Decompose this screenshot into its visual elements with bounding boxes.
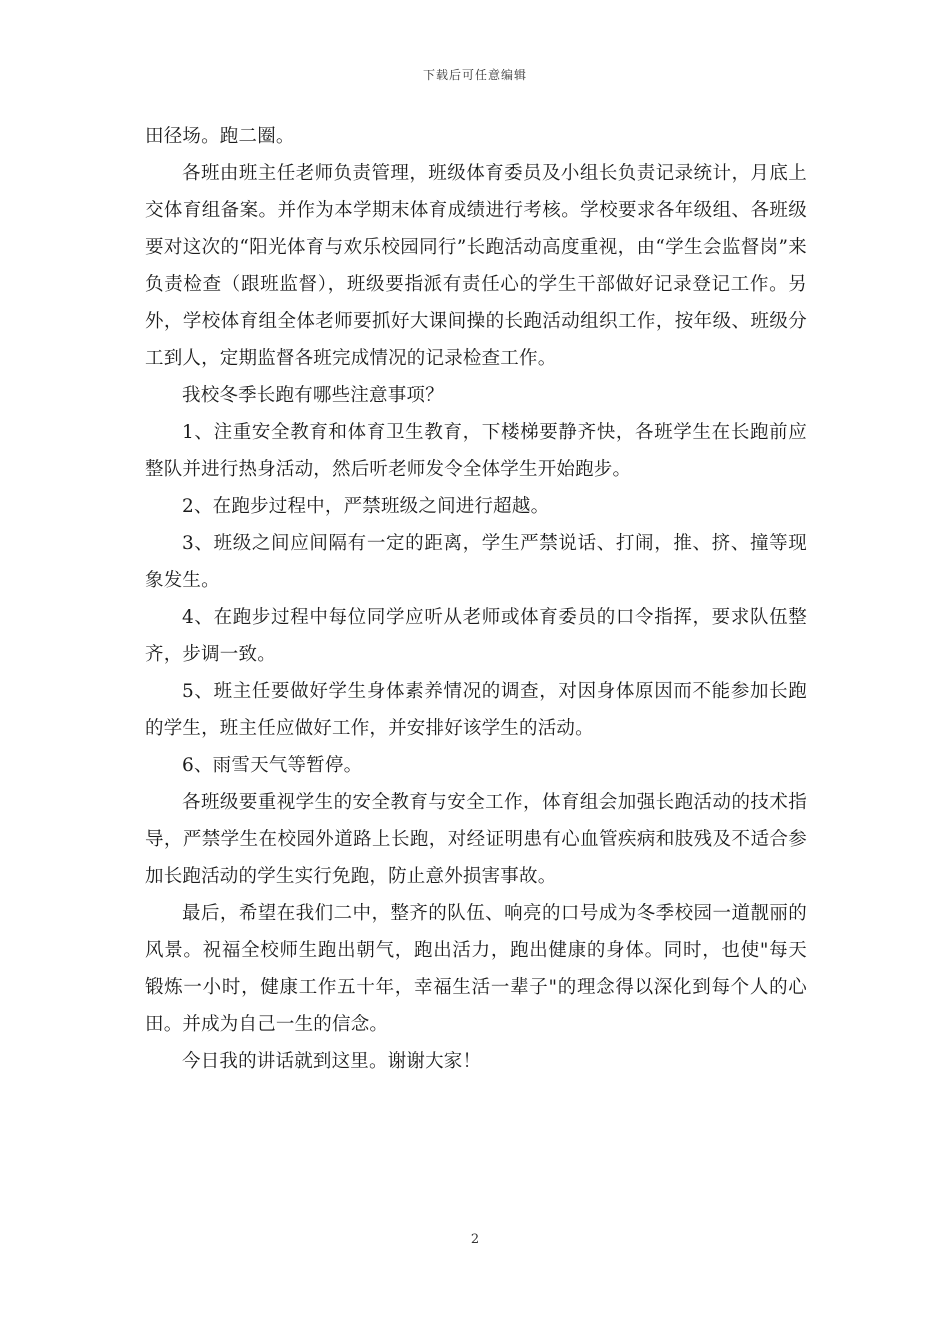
paragraph-continuation: 田径场。跑二圈。 [145, 126, 295, 147]
list-item-3: 3、班级之间应间隔有一定的距离，学生严禁说话、打闹，推、挤、撞等现象发生。 [145, 533, 807, 591]
list-item-6: 6、雨雪天气等暂停。 [182, 755, 363, 776]
paragraph-management: 各班由班主任老师负责管理，班级体育委员及小组长负责记录统计，月底上交体育组备案。并作为本学期末体育成绩进行考核。学校要求各年级组、各班级要对这次的“阳光体育与欢乐校园同行”长跑活动高度重视，由“学生会监督岗”来负责检查（跟班监督），班级要指派有责任心的学生干部做好记录登记工作。另外，学校体育组全体老师要抓好大课间操的长跑活动组织工作，按年级、班级分工到人，定期监督各班完成情况的记录检查工作。 [145, 163, 807, 369]
paragraph-thanks: 今日我的讲话就到这里。谢谢大家！ [182, 1051, 482, 1072]
paragraph-closing: 最后，希望在我们二中，整齐的队伍、响亮的口号成为冬季校园一道靓丽的风景。祝福全校师生跑出朝气，跑出活力，跑出健康的身体。同时，也使"每天锻炼一小时，健康工作五十年，幸福生活一辈子"的理念得以深化到每个人的心田。并成为自己一生的信念。 [145, 903, 807, 1035]
list-item-2: 2、在跑步过程中，严禁班级之间进行超越。 [182, 496, 550, 517]
paragraph-question: 我校冬季长跑有哪些注意事项？ [182, 385, 444, 406]
page-header: 下载后可任意编辑 [422, 68, 527, 82]
paragraph-safety: 各班级要重视学生的安全教育与安全工作，体育组会加强长跑活动的技术指导，严禁学生在校园外道路上长跑，对经证明患有心血管疾病和肢残及不适合参加长跑活动的学生实行免跑，防止意外损害事故。 [145, 792, 807, 887]
document-body [145, 118, 807, 1080]
list-item-1: 1、注重安全教育和体育卫生教育，下楼梯要静齐快，各班学生在长跑前应整队并进行热身活动，然后听老师发令全体学生开始跑步。 [145, 422, 807, 480]
list-item-4: 4、在跑步过程中每位同学应听从老师或体育委员的口令指挥，要求队伍整齐，步调一致。 [145, 607, 807, 665]
list-item-5: 5、班主任要做好学生身体素养情况的调查，对因身体原因而不能参加长跑的学生，班主任应做好工作，并安排好该学生的活动。 [145, 681, 807, 739]
page-number: 2 [470, 1232, 480, 1247]
